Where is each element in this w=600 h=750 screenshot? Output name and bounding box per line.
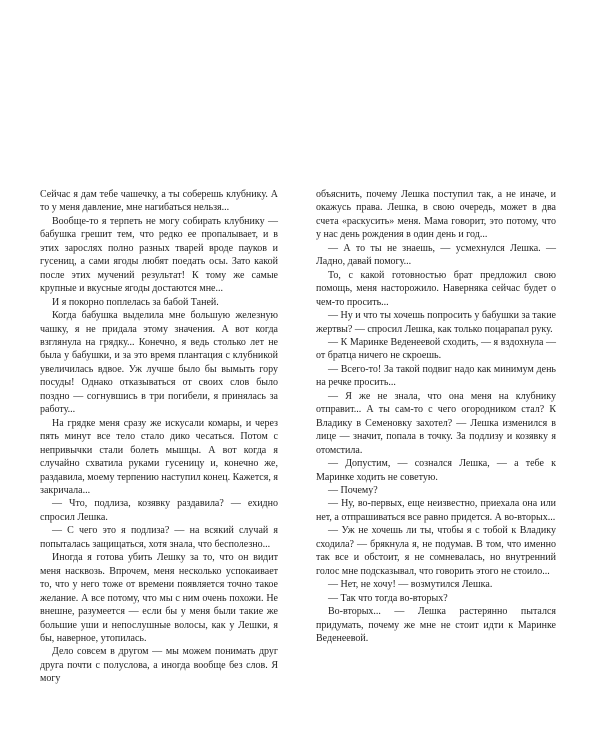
paragraph: — С чего это я подлиза? — на всякий случай я попыталась защищаться, хотя знала, что бесполезно... xyxy=(40,525,278,550)
paragraph: На грядке меня сразу же искусали комары, и через пять минут все тело стало дико чесаться. Потом с непривычки стали болеть мышцы. А вот когда я случайно схватила руками гусеницу и, конечно же, раздавила, моему терпению наступил конец. Кажется, я закричала... xyxy=(40,417,278,496)
paragraph: — Так что тогда во-вторых? xyxy=(328,592,448,604)
paragraph: — Что, подлиза, козявку раздавила? — ехидно спросил Лешка. xyxy=(40,498,278,523)
paragraph: Во-вторых... — Лешка растерянно пытался придумать, почему же мне не стоит идти к Маринке Веденеевой. xyxy=(316,606,556,644)
paragraph: — Ну, во-первых, еще неизвестно, приехала она или нет, а отпрашиваться все равно придется. А во-вторых... xyxy=(316,498,556,523)
paragraph: Когда бабушка выделила мне большую железную чашку, я не придала этому значения. А вот когда взглянула на грядку... Конечно, я ведь столько лет не была у бабушки, и за это время плантация с клубникой увеличилась вдвое. Уж лучше было бы вымыть гору посуды! Однако отказываться от своих слов было поздно — согнувшись в три погибели, я принялась за работу... xyxy=(40,310,278,416)
paragraph: — Я же не знала, что она меня на клубнику отправит... А ты сам-то с чего огородником стал? К Владику в Семеновку захотел? — Лешка изменился в лице — значит, попала в точку. За подлизу и козявку я отомстила. xyxy=(316,390,556,456)
paragraph: Дело совсем в другом — мы можем понимать друг друга почти с полуслова, а иногда вообще без слов. Я могу xyxy=(40,646,278,685)
paragraph: — Почему? xyxy=(328,484,378,496)
paragraph: — К Маринке Веденеевой сходить, — я вздохнула — от братца ничего не скроешь. xyxy=(316,336,556,362)
paragraph: И я покорно поплелась за бабой Таней. xyxy=(52,296,219,308)
paragraph: — Допустим, — сознался Лешка, — а тебе к Маринке ходить не советую. xyxy=(316,458,556,483)
paragraph: — Нет, не хочу! — возмутился Лешка. xyxy=(328,579,493,591)
paragraph: Иногда я готова убить Лешку за то, что он видит меня насквозь. Впрочем, меня несколько успокаивает то, что у него тоже от времени появляется точно такое желание. А все потому, что мы с ним очень похожи. Не внешне, разумеется — если бы у меня были такие же большие уши и непослушные волосы, как у Лешки, я бы, наверное, утопилась. xyxy=(40,552,278,644)
paragraph: объяснить, почему Лешка поступил так, а не иначе, и окажусь права. Лешка, в свою очередь, может в два счета «раскусить» меня. Мама говорит, это потому, что у нас день рождения в один день и год... xyxy=(316,189,556,241)
left-text-column xyxy=(40,188,278,686)
paragraph: Сейчас я дам тебе чашечку, а ты соберешь клубнику. А то у меня давление, мне нагибаться нельзя... xyxy=(40,189,278,214)
paragraph: — Всего-то! За такой подвиг надо как минимум день на речке просить... xyxy=(316,363,556,389)
paragraph: — Уж не хочешь ли ты, чтобы я с тобой к Владику сходила? — брякнула я, не подумав. В том, что именно так все и обстоит, я не сомневалась, но внутренний голос мне подсказывал, что говорить этого не стоило... xyxy=(316,525,556,577)
paragraph: Вообще-то я терпеть не могу собирать клубнику — бабушка грешит тем, что редко ее пропалывает, и в этих зарослях полно разных тварей вроде пауков и гусениц, а сами ягоды любят поедать осы. Зато какой после этих мучений результат! К тому же самые крупные и вкусные ягоды достаются мне... xyxy=(40,215,278,295)
paragraph: — А то ты не знаешь, — усмехнулся Лешка. — Ладно, давай помогу... xyxy=(316,242,556,268)
paragraph: — Ну и что ты хочешь попросить у бабушки за такие жертвы? — спросил Лешка, как только поцарапал руку. xyxy=(316,310,556,335)
right-text-column xyxy=(316,188,556,645)
paragraph: То, с какой готовностью брат предложил свою помощь, меня насторожило. Наверняка сейчас будет о чем-то просить... xyxy=(316,269,556,308)
